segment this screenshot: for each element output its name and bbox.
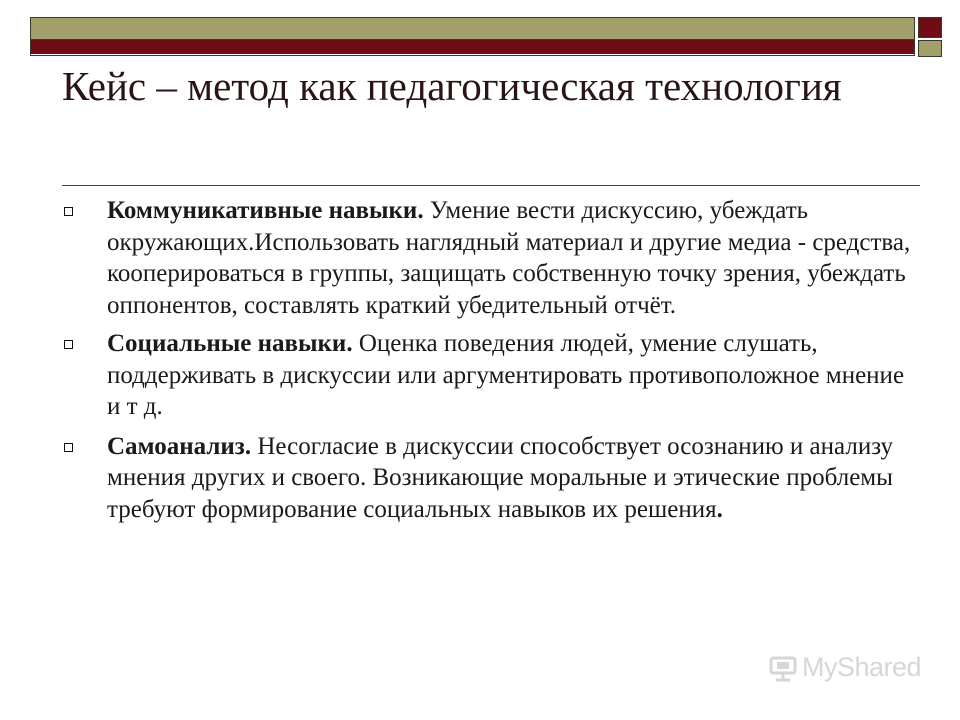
- bullet-text: Оценка поведения людей, умение слушать, поддерживать в дискуссии или аргументировать противоположное мнение и т д.: [107, 330, 905, 420]
- bullet-text: Несогласие в дискуссии способствует осознанию и анализу мнения других и своего. Возникающие моральные и этические проблемы требуют формирование социальных навыков их решения: [107, 432, 894, 523]
- bullet-term: Социальные навыки.: [107, 330, 353, 357]
- corner-olive-square: [918, 40, 942, 57]
- slide-title: Кейс – метод как педагогическая технология: [62, 63, 842, 109]
- bullet-item-communication: [62, 195, 912, 321]
- corner-maroon-square: [918, 17, 942, 38]
- square-bullet-icon: [64, 340, 73, 349]
- bullet-item-social: [62, 328, 912, 423]
- header-maroon-stripe: [31, 39, 914, 54]
- square-bullet-icon: [64, 443, 73, 452]
- bullet-term: Самоанализ.: [107, 432, 252, 460]
- bullet-term: Коммуникативные навыки.: [107, 197, 424, 224]
- bullet-text: Умение вести дискуссию, убеждать окружающих.Использовать наглядный материал и другие медиа - средства, кооперироваться в группы, защищать собственную точку зрения, убеждать оппонентов, составлять краткий убедительный отчёт.: [107, 197, 911, 319]
- bullet-item-self-analysis: [62, 431, 912, 526]
- presentation-board-icon: [768, 653, 798, 683]
- bullet-list: [62, 195, 912, 535]
- square-bullet-icon: [64, 207, 73, 216]
- bullet-tail: .: [716, 495, 723, 523]
- title-divider: [62, 185, 920, 186]
- header-olive-stripe: [31, 18, 914, 39]
- watermark: [768, 652, 921, 683]
- header-decoration-bar: [30, 17, 915, 56]
- watermark-text: MyShared: [802, 652, 922, 682]
